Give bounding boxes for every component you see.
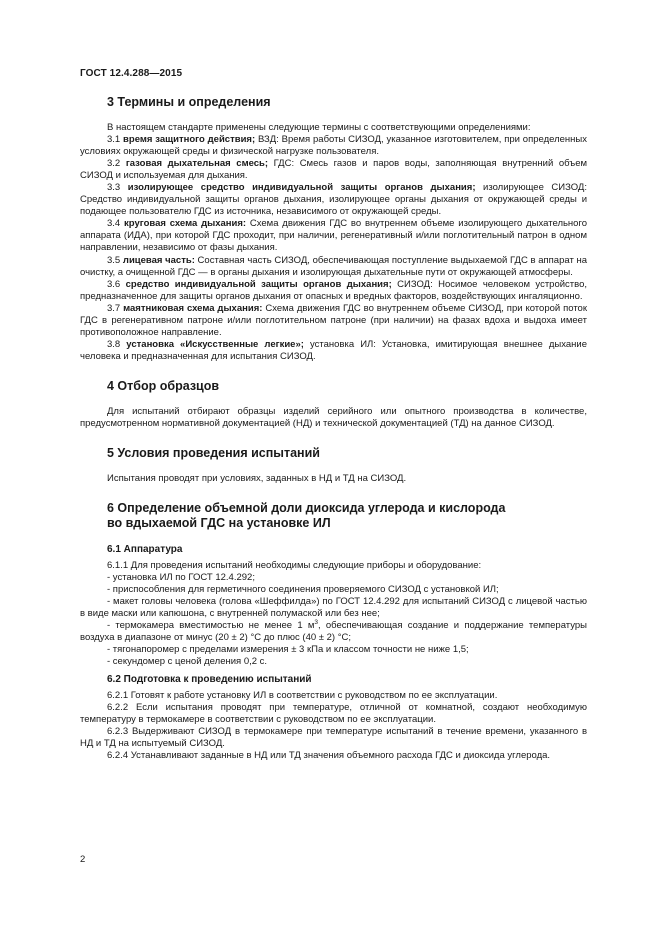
section-3-intro: В настоящем стандарте применены следующие термины с соответствующими определениями: — [107, 122, 531, 133]
section-5-text: Испытания проводят при условиях, заданных в НД и ТД на СИЗОД. — [107, 473, 407, 485]
section-4-text: Для испытаний отбирают образцы изделий серийного или опытного производства в количестве, предусмотренном нормативной документацией (НД) и технической документацией (ТД) на данное СИЗОД. — [80, 405, 587, 429]
section-6-heading-line1: 6 Определение объемной доли диоксида углерода и кислорода — [107, 501, 506, 516]
term-3-2: 3.2 газовая дыхательная смесь; ГДС: Смесь газов и паров воды, заполняющая внутренний объем СИЗОД и используемая для дыхания. — [80, 158, 588, 182]
subsection-6-2-heading: 6.2 Подготовка к проведению испытаний — [107, 673, 312, 685]
equipment-item: - тягонапоромер с пределами измерения ± 3 кПа и классом точности не ниже 1,5; — [107, 644, 469, 656]
subsection-6-1-heading: 6.1 Аппаратура — [107, 544, 183, 556]
section-5-heading: 5 Условия проведения испытаний — [107, 446, 320, 461]
standard-header: ГОСТ 12.4.288—2015 — [80, 68, 183, 79]
page-number: 2 — [80, 854, 86, 865]
term-3-1: 3.1 время защитного действия; ВЗД: Время работы СИЗОД, указанное изготовителем, при определенных условиях окружающей среды и физической нагрузке пользователя. — [80, 134, 587, 158]
equipment-item: - установка ИЛ по ГОСТ 12.4.292; — [107, 572, 255, 584]
section-6-heading-line2: во вдыхаемой ГДС на установке ИЛ — [107, 516, 331, 531]
equipment-item: - секундомер с ценой деления 0,2 с. — [107, 656, 268, 668]
equipment-item: - приспособления для герметичного соединения проверяемого СИЗОД с установкой ИЛ; — [107, 584, 499, 596]
prep-step: 6.2.3 Выдерживают СИЗОД в термокамере при температуре испытаний в течение времени, указанного в НД и ТД на испытуемый СИЗОД. — [80, 725, 587, 749]
section-6-heading — [107, 501, 587, 531]
page-content — [80, 95, 587, 762]
term-3-8: 3.8 установка «Искусственные легкие»; установка ИЛ: Установка, имитирующая внешнее дыхание человека и предназначенная для испытания СИЗОД. — [80, 338, 587, 362]
prep-step: 6.2.1 Готовят к работе установку ИЛ в соответствии с руководством по ее эксплуатации. — [107, 689, 498, 701]
section-4-heading: 4 Отбор образцов — [107, 378, 220, 393]
term-3-5: 3.5 лицевая часть: Составная часть СИЗОД, обеспечивающая поступление выдыхаемой ГДС в аппарат на очистку, а очищенной ГДС — в органы дыхания и изолирующая дыхательные пути от окружающей атмосферы. — [80, 254, 588, 278]
term-3-6: 3.6 средство индивидуальной защиты органов дыхания; СИЗОД: Носимое человеком устройство, предназначенное для защиты органов дыхания от опасных и вредных факторов, воздействующих ингаляционно. — [80, 278, 588, 302]
prep-step: 6.2.4 Устанавливают заданные в НД или ТД значения объемного расхода ГДС и диоксида углерода. — [107, 749, 551, 761]
subsection-6-1-intro: 6.1.1 Для проведения испытаний необходимы следующие приборы и оборудование: — [107, 560, 482, 572]
term-3-4: 3.4 круговая схема дыхания: Схема движения ГДС во внутреннем объеме изолирующего дыхательного аппарата (ИДА), при которой ГДС проходит, при наличии, регенеративный и/или поглотительный патрон в одном направлении, независимо от фазы дыхания. — [80, 218, 588, 254]
term-3-7: 3.7 маятниковая схема дыхания: Схема движения ГДС во внутреннем объеме СИЗОД, при которой поток ГДС в регенеративном патроне и/или поглотительном патроне (при наличии) на фазах вдоха и выдоха имеет противоположное направление. — [80, 302, 587, 338]
section-3-heading: 3 Термины и определения — [107, 95, 271, 109]
equipment-item: - макет головы человека (голова «Шеффилда») по ГОСТ 12.4.292 для испытаний СИЗОД с лицевой частью в виде маски или капюшона, с внутренней полумаской или без нее; — [80, 596, 587, 620]
terms-list — [80, 134, 587, 363]
equipment-item-thermochamber: - термокамера вместимостью не менее 1 $м^3$, обеспечивающая создание и поддержание температуры воздуха в диапазоне от минус (20 ± 2) °С до плюс (40 ± 2) °С; — [80, 619, 587, 644]
term-3-3: 3.3 изолирующее средство индивидуальной защиты органов дыхания; изолирующее СИЗОД: Средство индивидуальной защиты органов дыхания, изолирующее органы дыхания от окружающей среды и подающее пользователю ГДС из источника, независимого от окружающей среды. — [80, 182, 588, 218]
prep-step: 6.2.2 Если испытания проводят при температуре, отличной от комнатной, создают необходимую температуру в термокамере в соответствии с руководством по ее эксплуатации. — [80, 701, 587, 725]
